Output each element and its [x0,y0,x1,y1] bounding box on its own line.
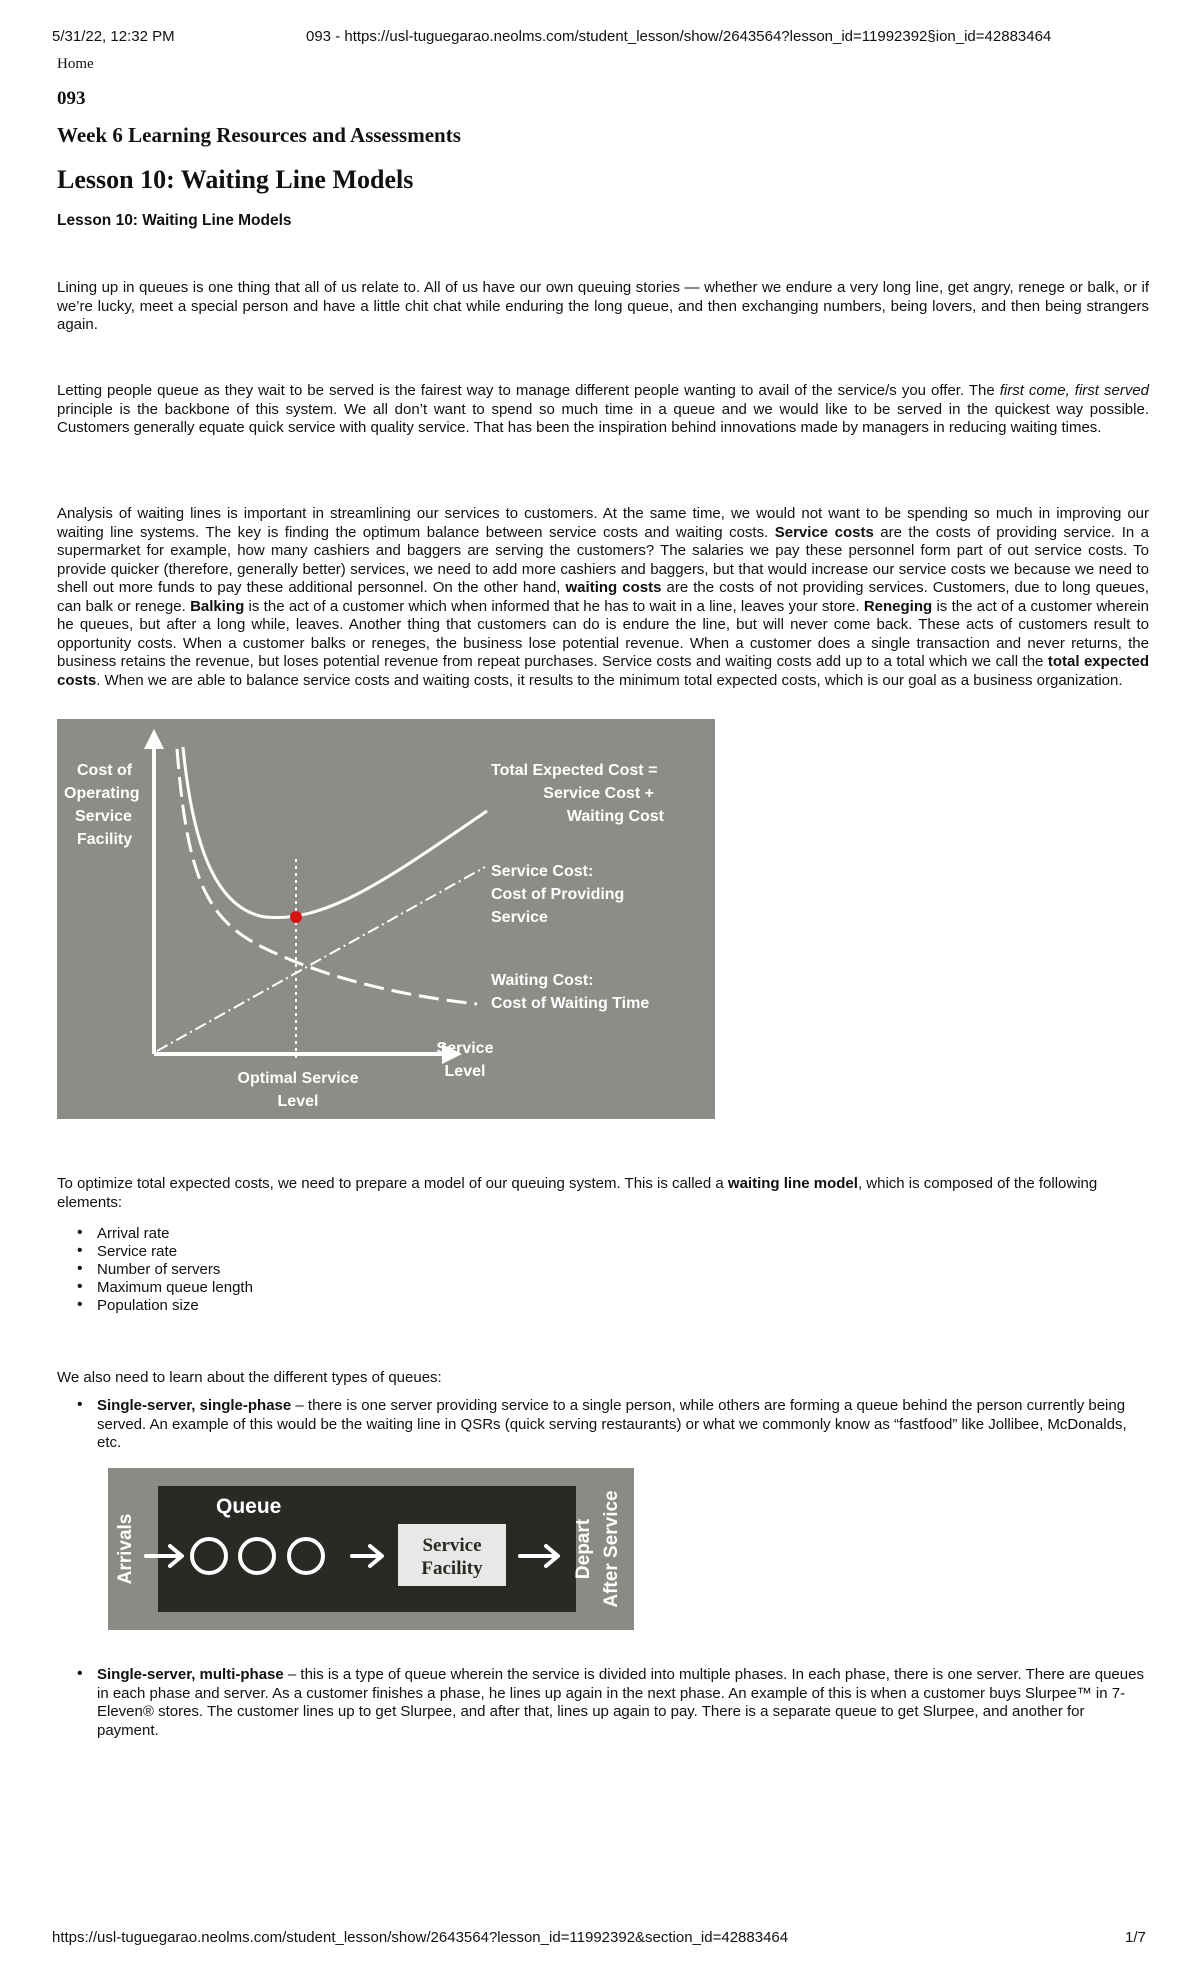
text-run: is the act of a customer which when informed that he has to wait in a line, leaves your store. [244,597,864,615]
paragraph-analysis [57,505,1149,690]
print-datetime: 5/31/22, 12:32 PM [52,28,175,45]
lesson-subtitle: Lesson 10: Waiting Line Models [57,212,292,229]
paragraph-fcfs [57,382,1149,438]
text-run: principle is the backbone of this system. We all don’t want to spend so much time in a queue and we would like to be served in the quickest way possible. Customers generally equate quick service with quality service. That has been the inspiration behind innovations made by managers in reducing waiting times. [57,400,1149,436]
waiting-cost-label-line: Waiting Cost: [491,972,594,989]
list-item: • Maximum queue length [57,1279,253,1297]
total-cost-label-line: Waiting Cost [566,808,664,825]
service-cost-label-line: Service [491,909,548,926]
page-title: Lesson 10: Waiting Line Models [57,165,414,194]
queue-type-text [97,1666,1149,1740]
service-cost-label-line: Cost of Providing [491,886,625,903]
text-run: Letting people queue as they wait to be served is the fairest way to manage different people wanting to avail of the service/s you offer. The [57,382,1000,399]
term-balking: Balking [190,597,245,615]
list-item: • Number of servers [57,1261,253,1279]
section-title: Week 6 Learning Resources and Assessments [57,123,461,147]
queue-label: Queue [216,1495,282,1518]
service-facility-label: Facility [421,1558,483,1579]
print-footer-url: https://usl-tuguegarao.neolms.com/student_lesson/show/2643564?lesson_id=11992392&section_id=42883464 [52,1929,789,1946]
print-title: 093 - https://usl-tuguegarao.neolms.com/student_lesson/show/2643564?lesson_id=11992392§ion_id=42883464 [306,28,1052,45]
service-cost-label-line: Service Cost: [491,863,594,880]
elements-list [57,1225,253,1315]
waiting-cost-label-line: Cost of Waiting Time [491,995,650,1012]
print-page-number: 1/7 [1125,1929,1146,1946]
text-run: – there is one server providing service to a single person, while others are forming a queue behind the person currently being served. An example of this would be the waiting line in QSRs (quick serving restaurants) or what we commonly know as “fastfood” like Jollibee, McDonalds, etc. [97,1397,1127,1451]
term-service-costs: Service costs [774,523,874,541]
queue-diagram-svg [108,1468,634,1630]
text-run: Analysis of waiting lines is important in streamlining our services to customers. At the same time, we would not want to be spending so much in improving our waiting line systems. The key is finding the optimum balance between service costs and waiting costs. [57,505,1149,541]
x-label-line: Level [444,1063,486,1080]
arrivals-label: Arrivals [115,1513,137,1585]
optimal-label-line: Optimal Service [237,1070,359,1087]
paragraph-intro: Lining up in queues is one thing that all of us relate to. All of us have our own queuing stories — whether we endure a very long line, get angry, renege or balk, or if we’re lucky, meet a special person and have a little chit chat while enduring the long queue, and then exchanging numbers, being lovers, and then being strangers again. [57,279,1149,333]
depart-label: Depart [573,1518,595,1580]
text-run: To optimize total expected costs, we need to prepare a model of our queuing system. This is called a [57,1175,728,1192]
service-facility-label: Service [422,1535,482,1556]
single-server-diagram [108,1468,634,1630]
y-label-line: Facility [77,831,133,848]
term-total-expected-costs: total expected costs [57,653,1149,689]
cost-tradeoff-figure [57,719,715,1119]
list-item: • Service rate [57,1243,253,1261]
bullet: • [77,1396,83,1413]
list-item: • Arrival rate [57,1225,253,1243]
queue-type-title: Single-server, multi-phase [97,1666,284,1683]
course-code: 093 [57,88,86,109]
term-waiting-costs: waiting costs [565,579,662,596]
breadcrumb-home-link[interactable]: Home [57,56,94,72]
term-reneging: Reneging [863,597,933,615]
depart-label: After Service [601,1490,623,1608]
y-label-line: Cost of [77,762,133,779]
queue-type-title: Single-server, single-phase [97,1397,292,1414]
queue-type-text [97,1397,1149,1453]
text-run: . When we are able to balance service costs and waiting costs, it results to the minimum total expected costs, which is our goal as a business organization. [96,671,1123,689]
term-waiting-line-model: waiting line model [727,1175,858,1192]
paragraph-waiting-line-model [57,1175,1149,1212]
paragraph-queue-types: We also need to learn about the different types of queues: [57,1369,442,1386]
text-run: , which is composed of the following elements: [57,1175,1098,1211]
optimal-label-line: Level [277,1093,319,1110]
total-cost-label-line: Total Expected Cost = [491,762,658,779]
text-run: are the costs of not providing services. Customers, due to long queues, can balk or renege. [57,579,1149,615]
text-run: – this is a type of queue wherein the service is divided into multiple phases. In each phase, there is one server. There are queues in each phase and server. As a customer finishes a phase, he lines up again in the next phase. An example of this is when a customer buys Slurpee™ in 7-Eleven® stores. The customer lines up to get Slurpee, and after that, lines up again to pay. There is a separate queue to get Slurpee, and another for payment. [97,1666,1144,1739]
y-label-line: Service [75,808,132,825]
bullet: • [77,1665,83,1682]
queue-type-single-single [57,1397,1149,1453]
total-cost-label-line: Service Cost + [543,785,654,802]
list-item: • Population size [57,1297,253,1315]
cost-tradeoff-svg [57,719,715,1119]
x-label-line: Service [436,1040,494,1057]
emphasis-fcfs: first come, first served [999,382,1150,399]
text-run: is the act of a customer wherein he queues, but after a long while, leaves. Another thing that customers can do is endure the line, but will never come back. These acts of customers result to opportunity costs. When a customer balks or reneges, the business lose potential revenue. When a customer does a single transaction and never returns, the business retains the revenue, but loses potential revenue from repeat purchases. Service costs and waiting costs add up to a total which we call the [57,597,1149,670]
minimum-cost-point [290,911,302,923]
queue-type-single-multi [57,1666,1149,1740]
text-run: are the costs of providing service. In a supermarket for example, how many cashiers and baggers are serving the customers? The salaries we pay these personnel form part of out service costs. To provide quicker (therefore, generally better) services, we need to add more cashiers and baggers, but that would increase our service costs we because we need to shell out more funds to pay these additional personnel. On the other hand, [57,523,1150,596]
y-label-line: Operating [64,785,140,802]
